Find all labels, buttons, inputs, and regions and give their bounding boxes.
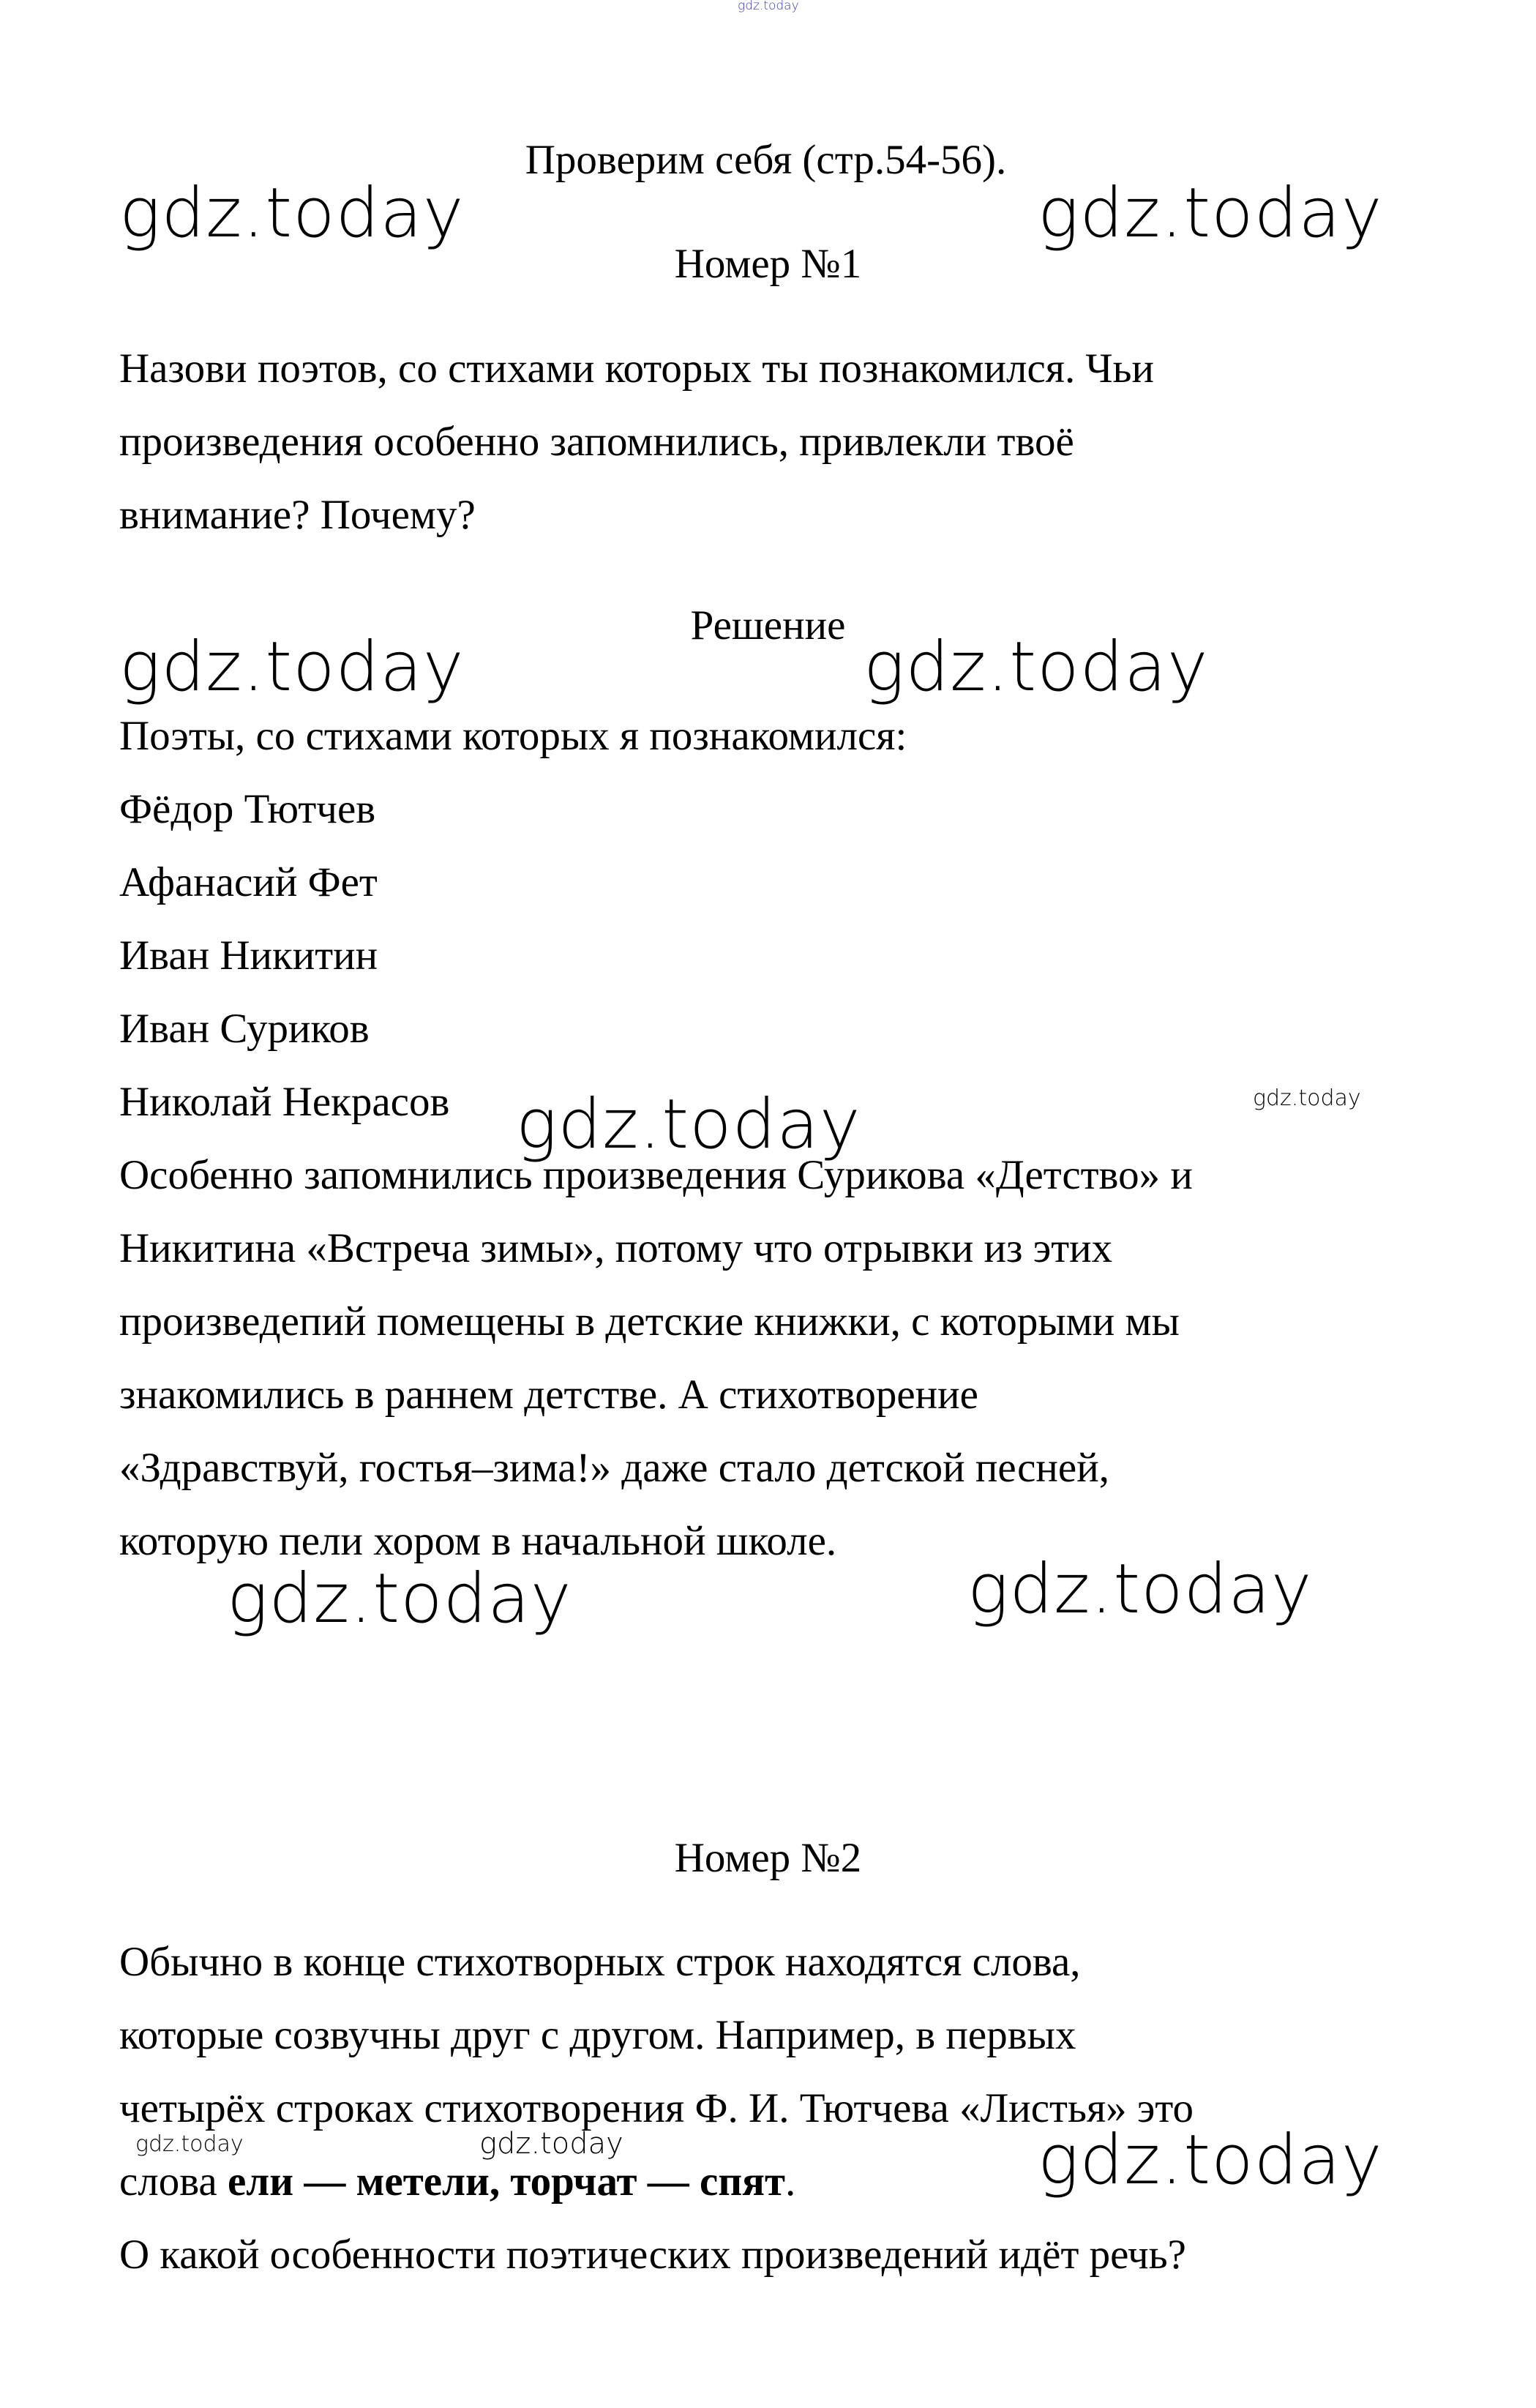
watermark: gdz.today	[738, 0, 799, 13]
answer-line: Особенно запомнились произведения Сурикова «Детство» и	[119, 1152, 1193, 1198]
task-1-question-line: произведения особенно запомнились, привлекли твоё	[119, 419, 1074, 465]
task-2-line-with-rhymes	[119, 2158, 796, 2205]
watermark: gdz.today	[227, 1559, 572, 1639]
watermark: gdz.today	[516, 1085, 861, 1164]
task-2-heading: Номер №2	[674, 1835, 862, 1881]
answer-line: произведепий помещены в детские книжки, с которыми мы	[119, 1298, 1180, 1345]
answer-intro: Поэты, со стихами которых я познакомился:	[119, 713, 907, 759]
task-2-line: Обычно в конце стихотворных строк находятся слова,	[119, 1939, 1081, 1985]
task-2-line: четырёх строках стихотворения Ф. И. Тютчева «Листья» это	[119, 2085, 1194, 2131]
line-suffix: .	[785, 2158, 796, 2205]
poet-item: Николай Некрасов	[119, 1079, 450, 1125]
answer-line: которую пели хором в начальной школе.	[119, 1518, 837, 1564]
task-1-question-line: Назови поэтов, со стихами которых ты познакомился. Чьи	[119, 345, 1155, 392]
answer-line: «Здравствуй, гостья–зима!» даже стало детской песней,	[119, 1445, 1109, 1491]
watermark: gdz.today	[119, 173, 465, 253]
watermark: gdz.today	[135, 2131, 244, 2157]
poet-item: Фёдор Тютчев	[119, 786, 376, 832]
watermark: gdz.today	[1038, 173, 1383, 253]
watermark: gdz.today	[119, 627, 465, 707]
answer-line: знакомились в раннем детстве. А стихотворение	[119, 1372, 978, 1418]
line-prefix: слова	[119, 2158, 228, 2205]
answer-line: Никитина «Встреча зимы», потому что отрывки из этих	[119, 1225, 1113, 1271]
watermark: gdz.today	[1038, 2120, 1383, 2200]
solution-heading: Решение	[690, 602, 846, 648]
task-2-line: которые созвучны друг с другом. Например, в первых	[119, 2012, 1076, 2058]
task-1-question-line: внимание? Почему?	[119, 492, 476, 538]
poet-item: Иван Никитин	[119, 932, 378, 979]
task-2-question: О какой особенности поэтических произведений идёт речь?	[119, 2232, 1186, 2278]
page-title: Проверим себя (стр.54-56).	[525, 137, 1007, 183]
watermark: gdz.today	[863, 627, 1209, 707]
poet-item: Афанасий Фет	[119, 859, 378, 905]
poet-item: Иван Суриков	[119, 1006, 370, 1052]
watermark: gdz.today	[967, 1549, 1313, 1629]
task-1-heading: Номер №1	[674, 241, 862, 287]
watermark: gdz.today	[479, 2127, 623, 2161]
rhyme-pairs: ели — метели, торчат — спят	[227, 2158, 786, 2205]
watermark: gdz.today	[1253, 1085, 1361, 1111]
